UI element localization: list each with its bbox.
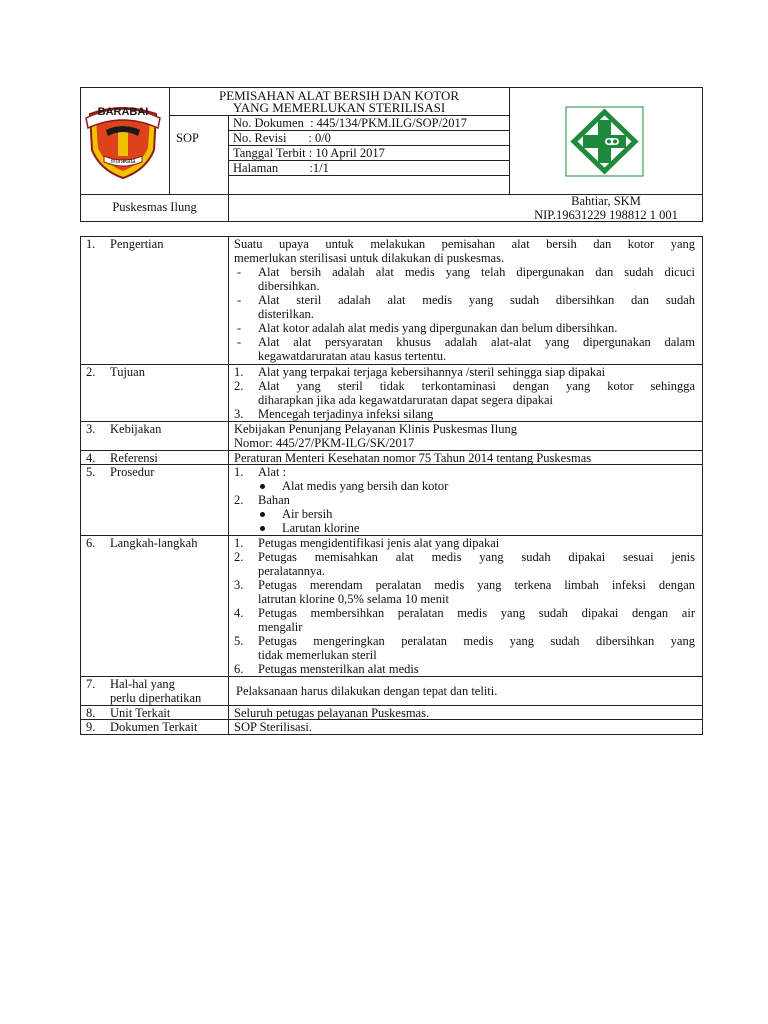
signer-name: Bahtiar, SKM (571, 194, 641, 208)
list-item: 4. Petugas membersihkan peralatan medis yang sudah dipakai dengan air mengalir (234, 606, 695, 634)
section-content: Kebijakan Penunjang Pelayanan Klinis Puskesmas Ilung Nomor: 445/27/PKM-ILG/SK/2017 (234, 422, 517, 450)
header-divider (509, 87, 510, 194)
page-title-line1: PEMISAHAN ALAT BERSIH DAN KOTOR (218, 88, 460, 103)
section-content: Peraturan Menteri Kesehatan nomor 75 Tahun 2014 tentang Puskesmas (234, 451, 592, 465)
intro-line: memerlukan sterilisasi untuk dilakukan di puskesmas. (234, 251, 505, 265)
doc-field: No. Dokumen : 445/134/PKM.ILG/SOP/2017 (233, 116, 468, 130)
list-item: 2. Bahan (234, 493, 290, 507)
content-column-divider (228, 236, 229, 735)
page-title-line2: YANG MEMERLUKAN STERILISASI (232, 100, 446, 115)
section-content (234, 536, 695, 676)
list-item: 6. Petugas mensterilkan alat medis (234, 662, 419, 676)
logo-text: BARABAI (97, 106, 149, 118)
list-item: - Alat kotor adalah alat medis yang dipergunakan dan belum dibersihkan. (237, 321, 618, 335)
list-item: 1. Petugas mengidentifikasi jenis alat yang dipakai (234, 536, 500, 550)
list-item: 1. Alat : (234, 465, 287, 479)
list-item: 5. Petugas mengeringkan peralatan medis yang sudah dibersihkan yang tidak memerlukan steril (234, 634, 695, 662)
section-content: Seluruh petugas pelayanan Puskesmas. (234, 706, 430, 720)
bullet-item: Air bersih (234, 507, 695, 521)
section-content: SOP Sterilisasi. (234, 720, 313, 734)
puskesmas-logo (565, 106, 644, 177)
intro-line: Suatu upaya untuk melakukan pemisahan alat bersih dan kotor yang (234, 237, 695, 251)
section-content: Pelaksanaan harus dilakukan dengan tepat dan teliti. (236, 684, 498, 698)
doc-field: Tanggal Terbit : 10 April 2017 (233, 146, 385, 160)
section-content (234, 465, 695, 535)
list-item: - Alat bersih adalah alat medis yang telah dipergunakan dan sudah dicuci dibersihkan. (237, 265, 695, 293)
doc-field: Halaman :1/1 (233, 161, 329, 175)
list-item: 2. Alat yang steril tidak terkontaminasi dengan yang kotor sehingga diharapkan jika ada kegawatdaruratan dapat segera dipakai (234, 379, 695, 407)
sop-label: SOP (176, 131, 199, 145)
doc-field: No. Revisi : 0/0 (233, 131, 331, 145)
list-item: 3. Petugas merendam peralatan medis yang terkena limbah infeksi dengan latrutan klorine 0,5% selama 10 menit (234, 578, 695, 606)
section-content (234, 237, 695, 363)
signer-nip: NIP.19631229 198812 1 001 (534, 208, 678, 222)
bullet-item: Alat medis yang bersih dan kotor (234, 479, 695, 493)
section-content (234, 365, 695, 421)
list-item: 2. Petugas memisahkan alat medis yang sudah dipakai sesuai jenis peralatannya. (234, 550, 695, 578)
logo-subtext: murakata (110, 159, 136, 165)
list-item: - Alat alat persyaratan khusus adalah alat-alat yang dipergunakan dalam kegawatdaruratan atau kasus tertentu. (237, 335, 695, 363)
list-item: 3. Mencegah terjadinya infeksi silang (234, 407, 434, 421)
org-name: Puskesmas Ilung (112, 200, 197, 214)
header-divider (228, 175, 509, 176)
list-item: - Alat steril adalah alat medis yang sudah dibersihkan dan sudah disterilkan. (237, 293, 695, 321)
list-item: 1. Alat yang terpakai terjaga kebersihannya /steril sehingga siap dipakai (234, 365, 606, 379)
bullet-item: Larutan klorine (234, 521, 695, 535)
